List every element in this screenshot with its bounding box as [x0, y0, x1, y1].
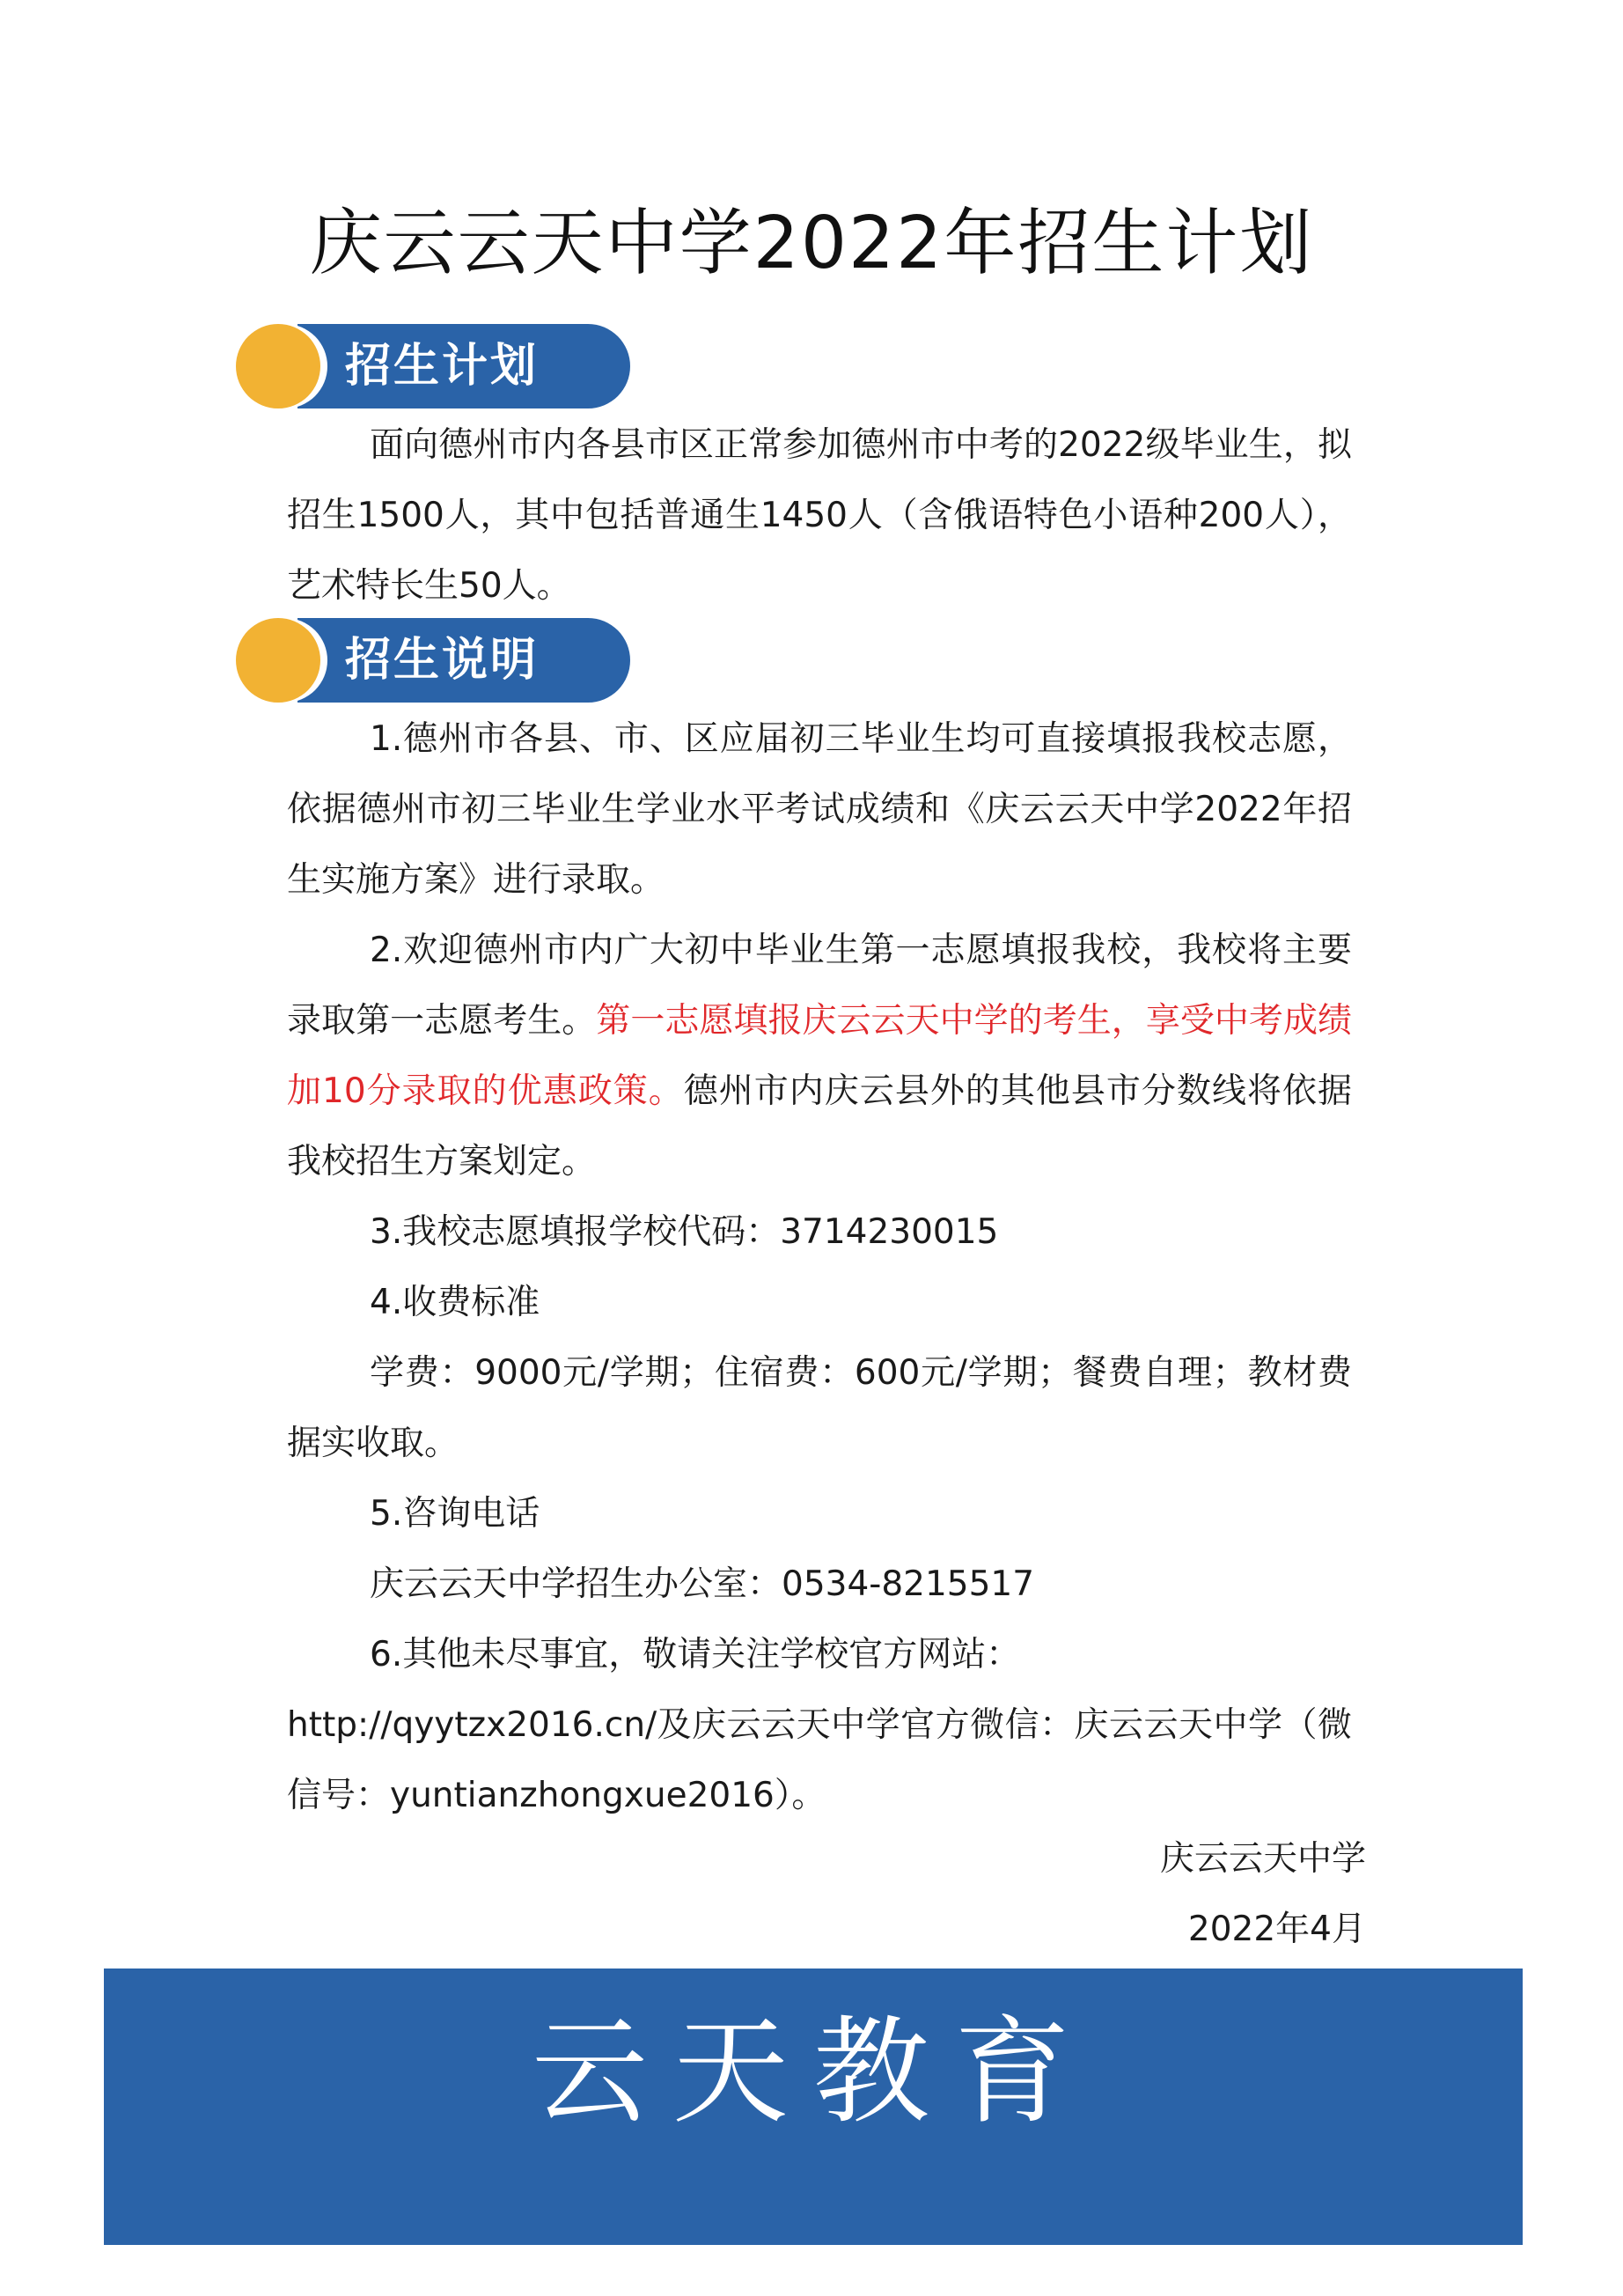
note-item-5-text: 庆云云天中学招生办公室：0534-8215517 [370, 1564, 1035, 1604]
note-item-6-text: 6.其他未尽事宜，敬请关注学校官方网站： [370, 1635, 1021, 1674]
plan-paragraph: 面向德州市内各县市区正常参加德州市中考的2022级毕业生，拟招生1500人，其中包括普通生1450人（含俄语特色小语种200人），艺术特长生50人。 [287, 425, 1352, 606]
page-title: 庆云云天中学2022年招生计划 [309, 202, 1314, 285]
footer-brand: 云天教育 [532, 2005, 1095, 2140]
note-item-2-highlight: 第一志愿填报庆云云天中学的考生，享受中考成绩加10分录取的优惠政策。 [287, 1001, 1352, 1111]
yellow-circle-icon [236, 324, 320, 408]
section-header-notes [236, 618, 632, 703]
section-header-label: 招生计划 [345, 340, 540, 393]
note-item-4-text: 学费：9000元/学期；住宿费：600元/学期；餐费自理；教材费据实收取。 [287, 1353, 1352, 1463]
note-item-2 [287, 916, 1352, 1197]
note-item-1: 1.德州市各县、市、区应届初三毕业生均可直接填报我校志愿，依据德州市初三毕业生学业水平考试成绩和《庆云云天中学2022年招生实施方案》进行录取。 [287, 719, 1352, 900]
footer-banner [104, 1969, 1523, 2245]
note-item-4-title: 4.收费标准 [370, 1283, 540, 1322]
yellow-circle-icon [236, 618, 320, 703]
note-item-6-links: http://qyytzx2016.cn/及庆云云天中学官方微信：庆云云天中学（微信号：yuntianzhongxue2016）。 [287, 1705, 1352, 1815]
signature-date: 2022年4月 [1187, 1910, 1366, 1949]
note-item-3: 3.我校志愿填报学校代码：3714230015 [370, 1212, 999, 1252]
section-header-plan [236, 324, 632, 408]
section-header-label: 招生说明 [345, 634, 540, 687]
note-item-2-text-end: 德州市内庆云县外的其他县市分数线将依据我校招生方案划定。 [287, 1071, 1352, 1181]
note-item-5-title: 5.咨询电话 [370, 1494, 540, 1534]
note-item-2-text: 2.欢迎德州市内广大初中毕业生第一志愿填报我校，我校将主要录取第一志愿考生。 [287, 931, 1352, 1041]
signature-org: 庆云云天中学 [1159, 1839, 1366, 1879]
